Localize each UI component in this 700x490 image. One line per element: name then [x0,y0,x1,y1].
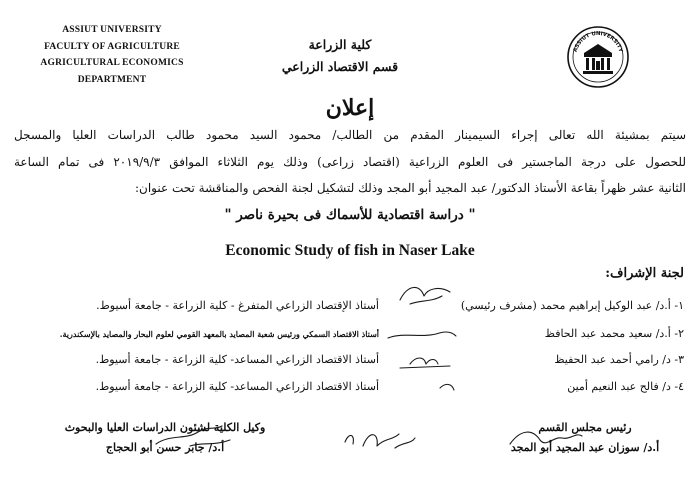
thesis-title-arabic: " دراسة اقتصادية للأسماك فى بحيرة ناصر " [224,207,476,223]
dean-signature [335,420,425,460]
svg-text:ASSIUT UNIVERSITY: ASSIUT UNIVERSITY [572,30,624,53]
department-name-en-line2: DEPARTMENT [77,74,147,85]
announcement-title: إعلان [325,95,375,121]
committee-signatures [380,278,470,408]
department-name-en-line1: AGRICULTURAL ECONOMICS [40,58,184,68]
committee-title: لجنة الإشراف: [605,266,684,281]
member-position: أستاذ الإقتصاد الزراعي المتفرغ - كلية الزراعة - جامعة أسيوط. [96,299,379,312]
member-name: ٢- أ.د/ سعيد محمد عبد الحافظ [544,327,684,340]
arabic-header [255,34,425,78]
department-head-title: رئيس مجلس القسم [538,421,632,434]
faculty-name-ar: كلية الزراعة [308,37,372,52]
committee-member-2 [60,326,684,342]
announcement-line-3: الثانية عشر ظهراً بقاعة الأستاذ الدكتور/ عبد المجيد أبو المجد وذلك لتشكيل لجنة الفحص والمناقشة تحت عنوان: [134,181,686,195]
announcement-line-1: سيتم بمشيئة الله تعالى إجراء السيمينار المقدم من الطالب/ محمود السيد محمود طالب الدراسات العليا والمسجل [14,128,686,142]
university-seal-logo [566,25,630,89]
department-head-name: أ.د/ سوزان عبد المجيد أبو المجد [510,441,660,454]
member-name: ٣- د/ رامي أحمد عبد الحفيظ [554,353,684,366]
member-name: ١- أ.د/ عبد الوكيل إبراهيم محمد (مشرف رئيسي) [460,299,684,312]
member-position: أستاذ الاقتصاد السمكي ورئيس شعبة المصايد بالمعهد القومي لعلوم البحار والمصايد بالإسكندرية. [59,329,379,339]
department-name-ar: قسم الاقتصاد الزراعي [281,59,399,74]
vice-dean-title: وكيل الكلية لشئون الدراسات العليا والبحوث [64,421,266,434]
vice-dean-signature [150,416,240,456]
member-name: ٤- د/ فالح عبد النعيم أمين [567,380,684,393]
faculty-name-en: FACULTY OF AGRICULTURE [44,41,180,52]
member-position: أستاذ الاقتصاد الزراعي المساعد- كلية الزراعة - جامعة أسيوط. [95,380,379,393]
english-header [22,22,202,88]
vice-dean-name: أ.د/ جابر حسن أبو الحجاج [105,441,225,454]
department-head-signature [500,418,590,458]
university-name-en: ASSIUT UNIVERSITY [62,25,162,35]
announcement-line-2: للحصول على درجة الماجستير فى العلوم الزراعية (اقتصاد زراعى) وذلك يوم الثلاثاء الموافق ٢٠١٩/٩/٣ فى تمام الساعة [14,155,686,169]
member-position: أستاذ الاقتصاد الزراعي المساعد- كلية الزراعة - جامعة أسيوط. [95,353,379,366]
thesis-title-english: Economic Study of fish in Naser Lake [225,242,475,259]
